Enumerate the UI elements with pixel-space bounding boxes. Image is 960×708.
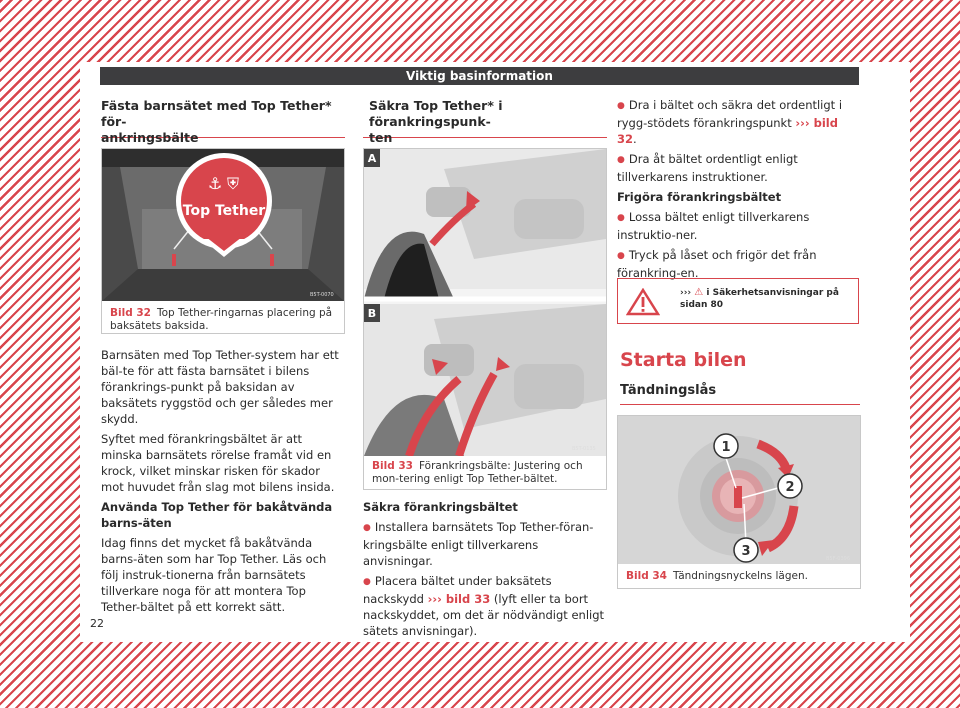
figure-label: Bild 33 (372, 460, 413, 472)
panel-a-illustration (364, 149, 606, 299)
bullet-item: ● Lossa bältet enligt tillverkarens instruktio-ner. (617, 209, 861, 243)
bullet-item: ● Installera barnsätets Top Tether-föran-kringsbälte enligt tillverkarens anvisningar. (363, 519, 607, 569)
warning-text: i Säkerhetsanvisningar på (706, 288, 839, 298)
figure-reference-link[interactable]: ››› bild 33 (427, 592, 491, 606)
figure-code: B5F-0396 (826, 556, 851, 562)
column-3 (617, 95, 861, 615)
top-tether-badge: Top Tether (182, 203, 266, 219)
ignition-illustration (618, 416, 860, 564)
trunk-photo (102, 149, 344, 301)
warning-box (617, 278, 859, 324)
panel-b-illustration (364, 304, 606, 456)
svg-text:⛨: ⛨ (227, 174, 240, 193)
subheading: Frigöra förankringsbältet (617, 190, 782, 204)
position-3-label: 3 (741, 544, 751, 559)
section-title-ignition (620, 383, 860, 405)
figure-caption-text: Förankringsbälte: Justering och mon-tering enligt Top Tether-bältet. (372, 460, 583, 485)
figure-caption (364, 460, 606, 486)
figure-caption (102, 307, 344, 333)
arrows: ››› (680, 288, 692, 298)
position-1-label: 1 (721, 440, 731, 455)
warning-small-icon: ⚠ (694, 287, 704, 298)
figure-33 (363, 148, 607, 490)
section-title-anchor (363, 95, 607, 145)
panel-b-label: B (367, 307, 377, 320)
section-title-top-tether (101, 95, 345, 145)
page-header: Viktig basinformation (100, 67, 859, 85)
section-title-text: Fästa barnsätet med Top Tether* för- ankringsbälte (101, 98, 332, 145)
warning-triangle-icon (626, 288, 660, 316)
headrest-illustration (364, 149, 606, 456)
bullet-text: . (633, 132, 637, 146)
figure-caption (618, 570, 860, 583)
bullet-item (363, 573, 607, 639)
subheading: Säkra förankringsbältet (363, 500, 518, 514)
figure-34 (617, 415, 861, 589)
figure-caption-text: Top Tether-ringarnas placering på baksätets baksida. (110, 307, 333, 332)
chapter-title: Starta bilen (620, 349, 747, 371)
page-number: 22 (90, 617, 104, 630)
figure-label: Bild 32 (110, 307, 151, 319)
col3-body (617, 97, 861, 285)
paragraph: Syftet med förankringsbältet är att minska barnsätets rörelse framåt vid en krock, vilket minskar risken för skador mot huvudet från slag mot bilens insida. (101, 432, 335, 494)
col2-body (363, 499, 607, 643)
bullet-text: Placera bältet under baksätets nackskydd (363, 574, 552, 606)
paragraph: Idag finns det mycket få bakåtvända barns-äten som har Top Tether. Läs och följ instruk-tionerna från barnsätets tillverkare noga för att montera Top Tether-bältet på ett korrekt sätt. (101, 536, 327, 614)
figure-code: B5T-0135 (572, 446, 596, 452)
panel-a-label: A (367, 152, 377, 165)
figure-caption-text: Tändningsnyckelns lägen. (673, 570, 808, 582)
svg-text:⚓: ⚓ (208, 174, 223, 193)
bullet-item: ● Dra åt bältet ordentligt enligt tillverkarens instruktioner. (617, 151, 861, 185)
subheading: Använda Top Tether för bakåtvända barns-äten (101, 500, 333, 530)
figure-label: Bild 34 (626, 570, 667, 582)
section-title-text: Säkra Top Tether* i förankringspunk- ten (369, 98, 503, 145)
col1-body (101, 347, 345, 619)
bullet-text: Dra i bältet och säkra det ordentligt i rygg-stödets förankringspunkt (617, 98, 843, 130)
figure-code: B5T-0070 (310, 292, 334, 298)
warning-text: sidan 80 (680, 300, 724, 310)
column-2 (363, 95, 607, 638)
bullet-text: (lyft eller ta bort nackskyddet, om det är nödvändigt enligt sätets anvisningar). (363, 592, 605, 638)
warning-link[interactable] (680, 287, 855, 311)
figure-32 (101, 148, 345, 334)
section-title-text: Tändningslås (620, 383, 717, 398)
column-1 (101, 95, 345, 615)
paragraph: Barnsäten med Top Tether-system har ett bäl-te för att fästa barnsätet i bilens förankrings-punkt på baksidan av baksätets ryggstöd och ger således mer skydd. (101, 348, 339, 426)
figure-reference-link[interactable]: ››› bild 32 (617, 116, 838, 146)
position-2-label: 2 (785, 480, 795, 495)
bullet-item: ● Tryck på låset och frigör det från förankring-en. (617, 247, 861, 281)
bullet-item (617, 97, 861, 147)
